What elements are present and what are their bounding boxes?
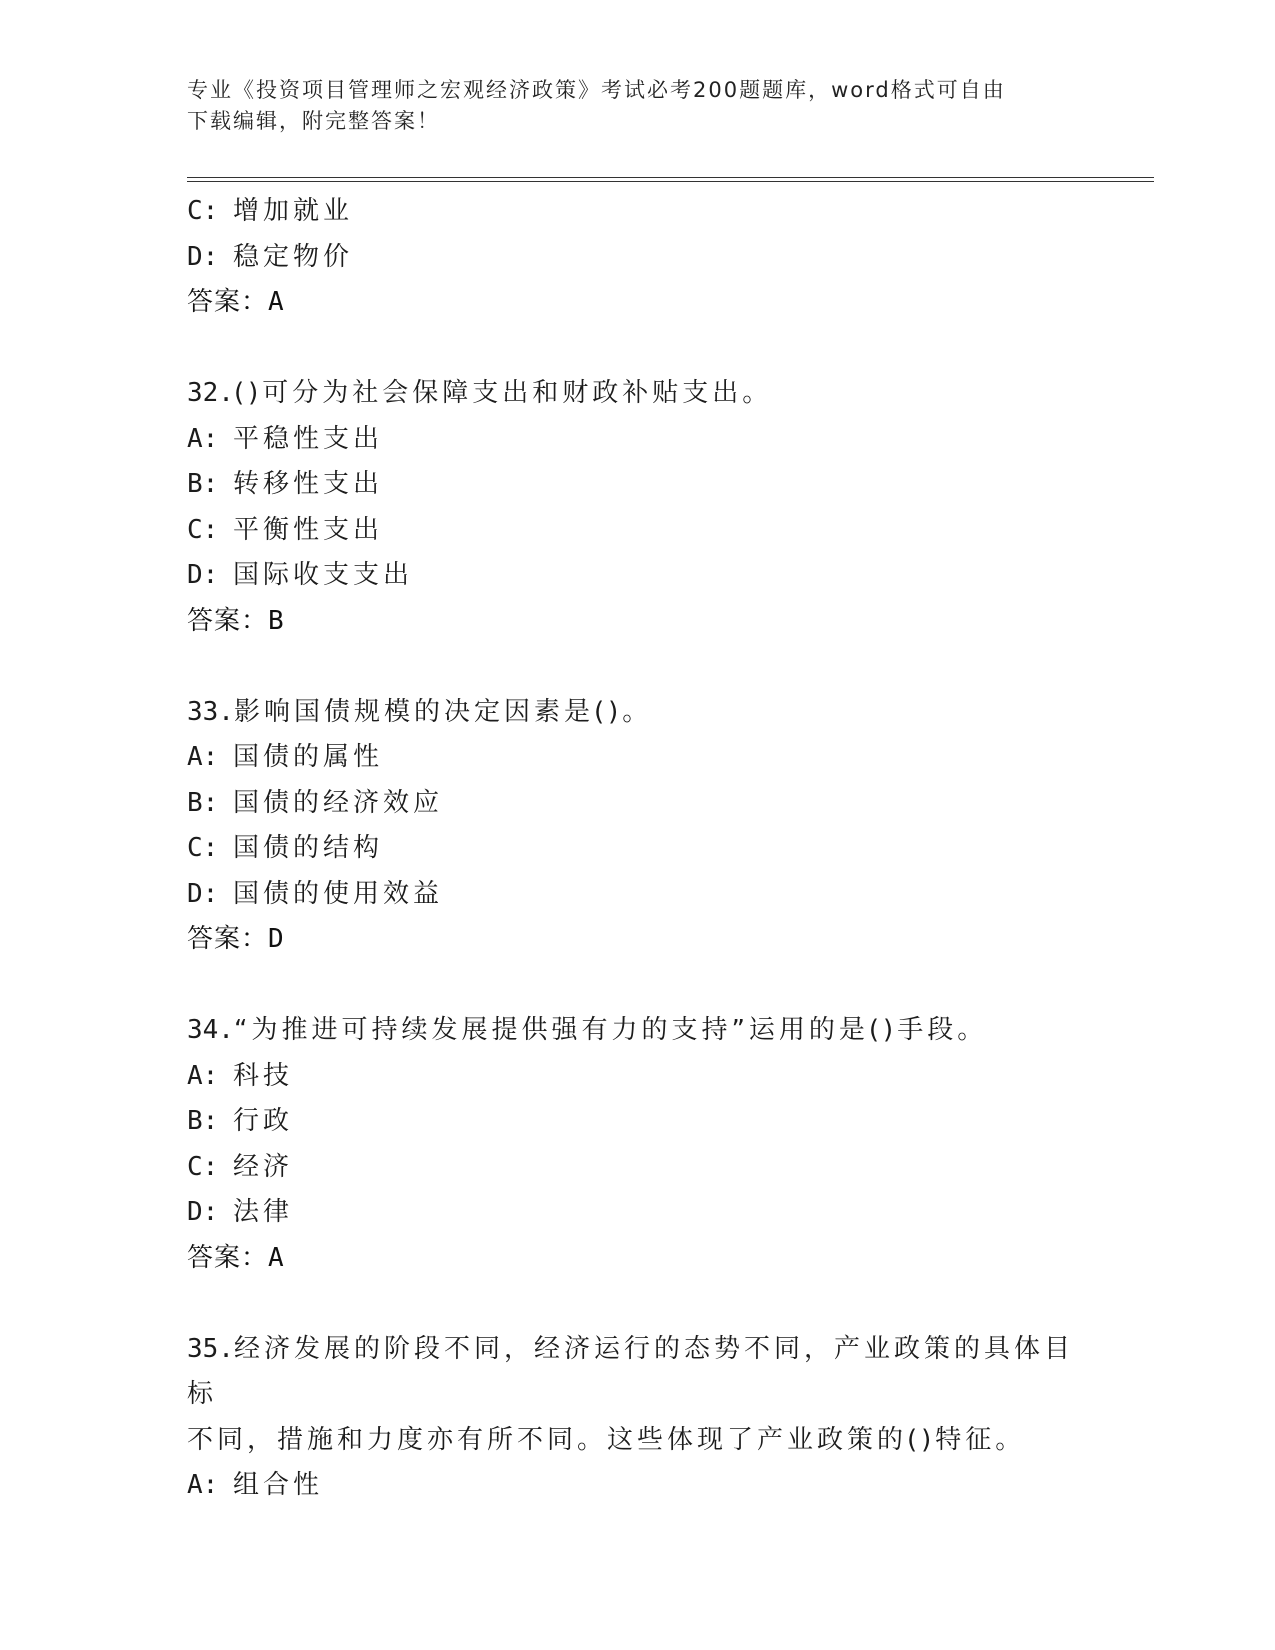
- option-label: A:: [187, 742, 219, 772]
- option-text: 经济: [233, 1151, 294, 1182]
- option-row: [187, 235, 1087, 281]
- option-row: [187, 508, 1087, 554]
- spacer: [187, 644, 1087, 690]
- option-text: 国债的属性: [233, 742, 384, 772]
- option-label: D:: [187, 560, 219, 590]
- option-row: [187, 462, 1087, 508]
- answer-row: [187, 280, 1087, 326]
- header-line-1: 专业《投资项目管理师之宏观经济政策》考试必考200题题库，word格式可自由: [187, 78, 1006, 102]
- question-stem: [187, 1008, 1087, 1054]
- option-label: C:: [187, 196, 219, 226]
- option-row: [187, 417, 1087, 463]
- prev-question-block: [187, 189, 1087, 326]
- option-text: 转移性支出: [233, 469, 384, 499]
- answer-value: B: [268, 605, 285, 636]
- question-stem-continued: [187, 1418, 1087, 1464]
- option-label: A:: [187, 1470, 219, 1500]
- header-line-2: 下载编辑，附完整答案！: [187, 109, 440, 133]
- option-text: 平衡性支出: [233, 514, 384, 545]
- spacer: [187, 1281, 1087, 1327]
- question-number: 32.: [187, 378, 234, 408]
- document-header: [187, 75, 1067, 137]
- option-label: B:: [187, 469, 219, 499]
- option-row: [187, 1054, 1087, 1100]
- option-label: D:: [187, 241, 219, 272]
- question-block-32: [187, 371, 1087, 644]
- question-number: 33.: [187, 696, 234, 727]
- question-list: [187, 189, 1087, 1509]
- question-text: ()可分为社会保障支出和财政补贴支出。: [233, 378, 773, 408]
- option-text: 国债的使用效益: [233, 878, 444, 909]
- option-row: [187, 189, 1087, 235]
- answer-label: 答案：: [187, 1242, 269, 1273]
- question-text: “为推进可持续发展提供强有力的支持”运用的是()手段。: [233, 1015, 988, 1045]
- question-number: 35.: [187, 1333, 234, 1364]
- answer-row: [187, 1236, 1087, 1282]
- answer-label: 答案：: [187, 287, 269, 317]
- spacer: [187, 326, 1087, 372]
- option-row: [187, 872, 1087, 918]
- option-label: C:: [187, 514, 219, 545]
- header-divider-top: [187, 177, 1154, 178]
- question-text: 不同，措施和力度亦有所不同。这些体现了产业政策的()特征。: [187, 1424, 1026, 1455]
- question-text: 经济发展的阶段不同，经济运行的态势不同，产业政策的具体目标: [187, 1333, 1074, 1409]
- question-block-35: [187, 1327, 1087, 1509]
- option-row: [187, 781, 1087, 827]
- question-block-34: [187, 1008, 1087, 1281]
- question-stem: [187, 1327, 1087, 1418]
- option-text: 增加就业: [233, 196, 354, 226]
- option-text: 国际收支支出: [233, 560, 414, 590]
- option-text: 稳定物价: [233, 241, 354, 272]
- option-label: C:: [187, 833, 219, 863]
- answer-value: A: [268, 287, 285, 317]
- option-label: B:: [187, 1106, 219, 1136]
- header-divider-bottom: [187, 181, 1154, 182]
- option-text: 行政: [233, 1106, 294, 1136]
- question-block-33: [187, 690, 1087, 963]
- option-text: 法律: [233, 1197, 294, 1227]
- question-number: 34.: [187, 1015, 234, 1045]
- question-text: 影响国债规模的决定因素是()。: [233, 696, 653, 727]
- option-row: [187, 1190, 1087, 1236]
- answer-row: [187, 917, 1087, 963]
- answer-row: [187, 599, 1087, 645]
- answer-value: A: [268, 1242, 285, 1273]
- option-text: 科技: [233, 1060, 294, 1091]
- option-label: A:: [187, 423, 219, 454]
- option-row: [187, 735, 1087, 781]
- option-row: [187, 1463, 1087, 1509]
- option-text: 平稳性支出: [233, 423, 384, 454]
- answer-label: 答案：: [187, 924, 269, 954]
- spacer: [187, 963, 1087, 1009]
- question-stem: [187, 690, 1087, 736]
- option-label: A:: [187, 1060, 219, 1091]
- option-row: [187, 1145, 1087, 1191]
- answer-label: 答案：: [187, 605, 269, 636]
- option-row: [187, 1099, 1087, 1145]
- question-stem: [187, 371, 1087, 417]
- option-text: 组合性: [233, 1470, 324, 1500]
- option-text: 国债的结构: [233, 833, 384, 863]
- option-label: D:: [187, 878, 219, 909]
- option-label: C:: [187, 1151, 219, 1182]
- option-label: B:: [187, 787, 219, 818]
- option-row: [187, 826, 1087, 872]
- answer-value: D: [268, 924, 285, 954]
- option-text: 国债的经济效应: [233, 787, 444, 818]
- option-label: D:: [187, 1197, 219, 1227]
- option-row: [187, 553, 1087, 599]
